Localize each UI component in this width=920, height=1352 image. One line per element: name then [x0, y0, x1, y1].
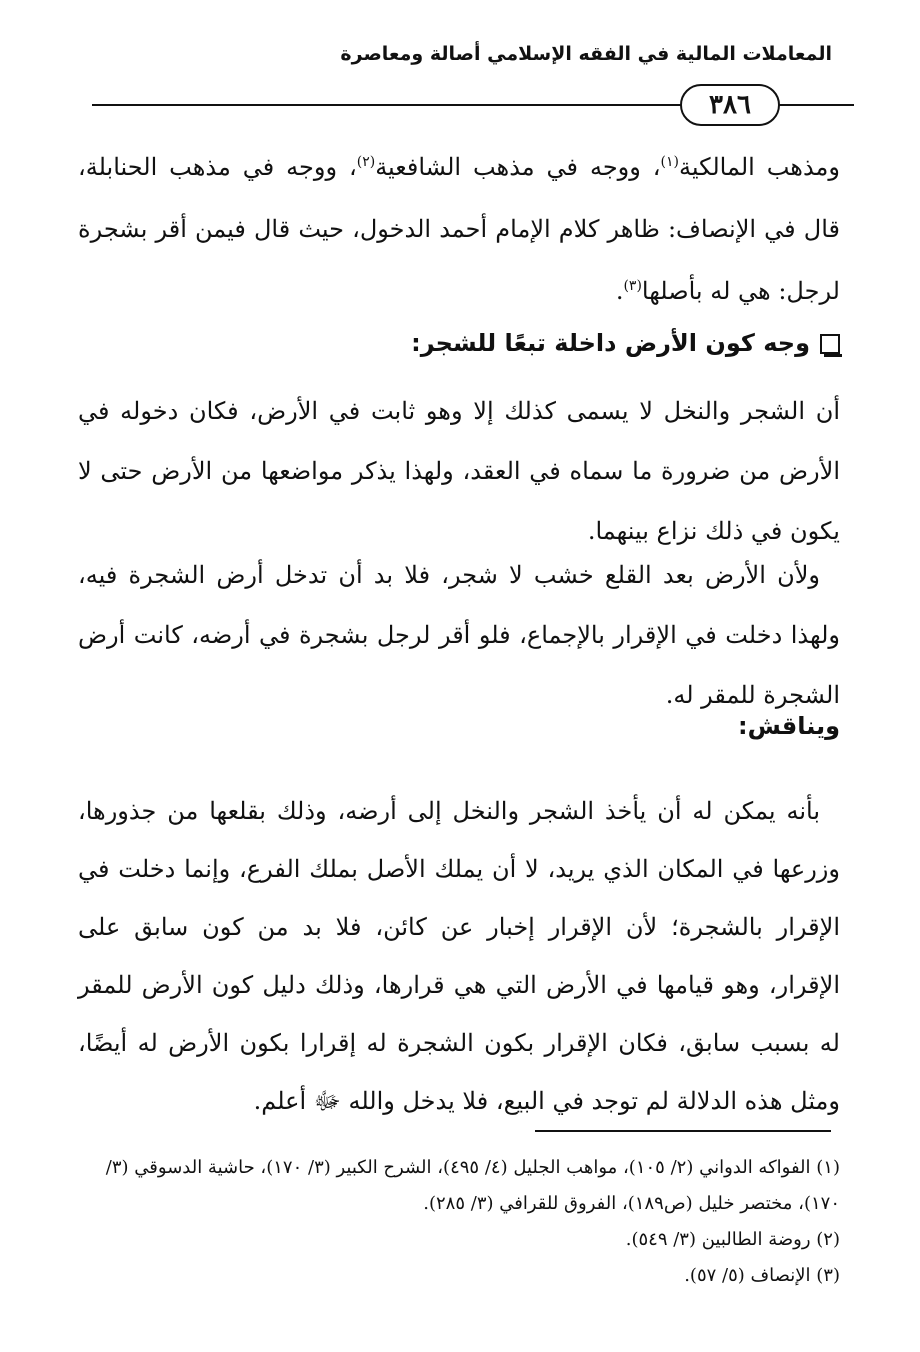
footnote-divider — [535, 1130, 831, 1132]
footnote-item: (٣) الإنصاف (٥/ ٥٧). — [684, 1265, 840, 1286]
paragraph-reason-1 — [78, 381, 840, 561]
footnote-ref-3[interactable]: (٣) — [623, 278, 642, 294]
paragraph-text: أن الشجر والنخل لا يسمى كذلك إلا وهو ثابت في الأرض، فكان دخوله في الأرض من ضرورة ما سماه في العقد، ولهذا يذكر مواضعها من الأرض حتى لا يكون في ذلك نزاع بينهما. — [78, 397, 840, 545]
paragraph-text: ، ووجه في مذهب الحنابلة، قال في الإنصاف: ظاهر كلام الإمام أحمد الدخول، حيث قال فيمن أقر بشجرة لرجل: هي له بأصلها — [78, 153, 840, 305]
paragraph-discussion — [78, 782, 840, 1130]
footnote-item: (١) الفواكه الدواني (٢/ ١٠٥)، مواهب الجليل (٤/ ٤٩٥)، الشرح الكبير (٣/ ١٧٠)، حاشية الدسوقي (٣/ ١٧٠)، مختصر خليل (ص١٨٩)، الفروق للقرافي (٣/ ٢٨٥). — [105, 1157, 840, 1214]
paragraph-text: ولأن الأرض بعد القلع خشب لا شجر، فلا بد أن تدخل أرض الشجرة فيه، ولهذا دخلت في الإقرار بالإجماع، فلو أقر لرجل بشجرة في أرضه، كانت أرض الشجرة للمقر له. — [78, 561, 840, 709]
page-number-badge: ٣٨٦ — [680, 84, 780, 126]
discussion-heading: ويناقش: — [738, 712, 840, 740]
section-heading-text: وجه كون الأرض داخلة تبعًا للشجر: — [411, 329, 810, 357]
footnote-ref-1[interactable]: (١) — [660, 154, 679, 170]
square-bullet-icon — [820, 334, 840, 354]
paragraph-text: . — [615, 277, 624, 305]
paragraph-madhhab-positions — [78, 136, 840, 322]
footnote-ref-2[interactable]: (٢) — [356, 154, 376, 170]
paragraph-text: بأنه يمكن له أن يأخذ الشجر والنخل إلى أرضه، وذلك بقلعها من جذورها، وزرعها في المكان الذي يريد، لا أن يملك الأصل بملك الفرع، وإنما دخلت في الإقرار بالشجرة؛ لأن الإقرار إخبار عن كائن، فلا بد من كون سابق على الإقرار، وهو قيامها في الأرض التي هي قرارها، وذلك دليل كون الأرض للمقر له بسبب سابق، فكان الإقرار بكون الشجرة له إقرارا بكون الأرض له أيضًا، ومثل هذه الدلالة لم توجد في البيع، فلا يدخل والله ﷻ أعلم. — [78, 797, 840, 1115]
footnote-item: (٢) روضة الطالبين (٣/ ٥٤٩). — [625, 1229, 840, 1250]
section-heading — [411, 325, 840, 361]
paragraph-text: ، ووجه في مذهب الشافعية — [375, 153, 661, 181]
running-header-title: المعاملات المالية في الفقه الإسلامي أصالة ومعاصرة — [340, 43, 832, 65]
paragraph-reason-2 — [78, 545, 840, 725]
footnotes — [78, 1150, 840, 1294]
paragraph-text: ومذهب المالكية — [678, 153, 840, 181]
